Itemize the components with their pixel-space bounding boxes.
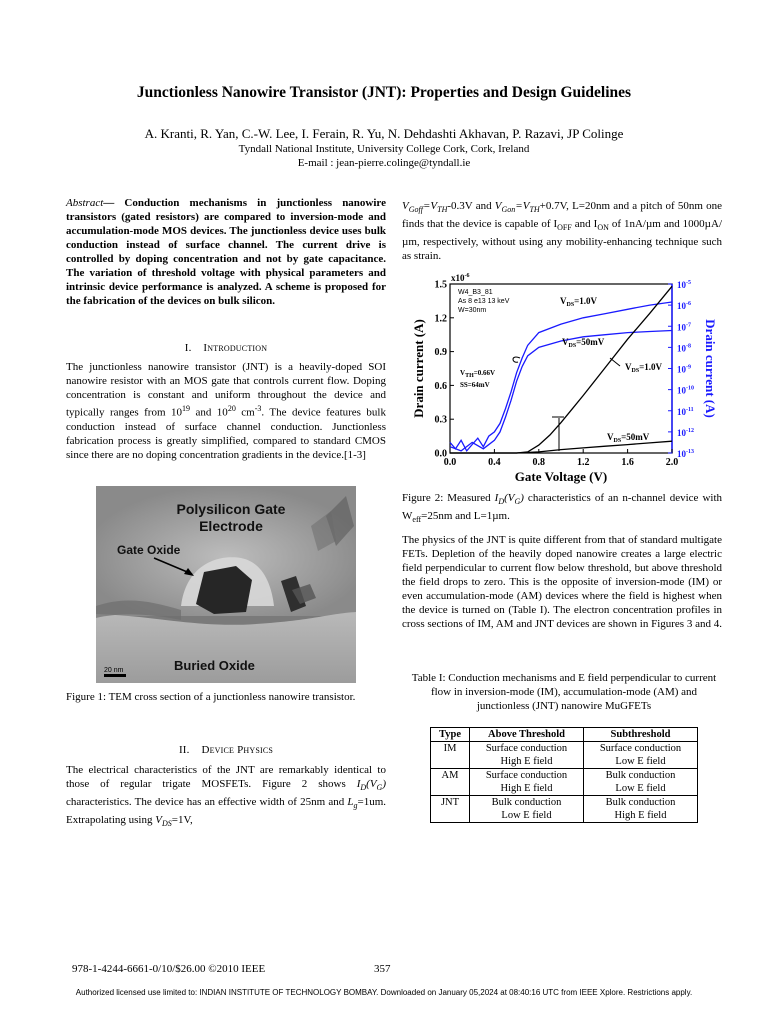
y-right-tick-label [677,280,691,290]
heading-text: Device Physics [201,744,274,756]
tick-exp: -9 [686,364,691,371]
abstract-text: — Conduction mechanisms in junctionless nanowire transistors (gated resistors) are compared to inversion-mode and accumulation-mode MOS devices. The junctionless device uses bulk conduction instead of surface channel. The current drive is controlled by doping concentration and not by gate capacitance. The variation of threshold voltage with physical parameters and intrinsic device performance is analyzed. A scheme is proposed for the fabrication of the devices on bulk silicon. [66,197,386,307]
table-header: Above Threshold [470,728,584,742]
tick-exp: -5 [686,280,691,286]
annotation-sub: DS [631,368,640,374]
annotation-var: V [560,296,567,306]
tick-base: 10 [677,343,686,354]
table-header: Subthreshold [584,728,698,742]
annotation-ss: SS=64mV [460,381,490,389]
label-gate-oxide: Gate Oxide [117,543,181,557]
annotation-var: V [562,337,569,347]
info-box-line: As 8 e13 13 keV [458,298,510,305]
x-tick-label: 2.0 [665,457,679,468]
tick-base: 10 [677,364,686,375]
y-right-tick-label [677,428,694,438]
table-cell: Surface conduction High E field [470,769,584,796]
x-tick-label: 1.6 [621,457,634,468]
y-right-tick-label [677,343,691,353]
table-row [431,769,698,796]
annotation-var: V [460,369,466,377]
table-cell: Bulk conduction High E field [584,796,698,823]
annotation-sub: DS [568,343,577,349]
info-box-line: W4_B3_81 [458,289,493,296]
label-buried-oxide: Buried Oxide [174,658,255,673]
y-left-axis-label: Drain current (A) [411,319,426,418]
tick-base: 10 [677,449,686,459]
annotation-vds-1v-lin [625,362,663,374]
y-right-axis-label: Drain current (A) [703,319,718,418]
annotation-val: =0.66V [473,369,496,377]
table-cell: Surface conduction Low E field [584,742,698,769]
tick-base: 10 [677,406,686,417]
id-vg-chart [402,268,724,490]
y-right-tick-label [677,449,694,459]
table-header: Type [431,728,470,742]
heading-number: II. [178,744,190,756]
abstract-label: Abstract [66,197,104,209]
tem-image [96,486,356,683]
tick-exp: -11 [686,406,694,413]
table-cell: Surface conduction High E field [470,742,584,769]
multiplier-exp: -6 [464,273,470,279]
y-left-multiplier [451,273,470,283]
intro-paragraph: The junctionless nanowire transistor (JNT) is a heavily-doped SOI nanowire resistor with an MOS gate that controls current flow. Doping concentration is constant and uniform throughout the device and typically ranges from $10^{19}$ and $10^{20}$ $cm^{-3}$. The device features bulk conduction instead of surface channel conduction. Junctionless fabrication process is greatly simplified, compared to standard CMOS since there are no doping concentration gradients in the device.[1-3] [66,361,386,461]
tick-base: 10 [677,427,686,438]
heading-number: I. [184,342,192,354]
tick-base: 10 [677,301,686,312]
annotation-sub: DS [566,302,575,308]
multiplier-base: x10 [451,273,465,283]
heading-text: Introduction [203,342,268,354]
y-right-tick-label [677,407,694,417]
paper-title: Junctionless Nanowire Transistor (JNT): Properties and Design Guidelines [136,84,632,101]
y-right-tick-label [677,322,691,332]
info-box-line: W=30nm [458,307,487,314]
y-right-tick-label [677,386,694,396]
tick-exp: -12 [686,427,694,434]
y-left-tick-label: 1.2 [434,313,447,325]
x-axis-label: Gate Voltage (V) [514,469,608,484]
table-cell: JNT [431,796,470,823]
label-polysilicon-gate: Polysilicon Gate Electrode [176,501,286,534]
page-number: 357 [374,963,391,975]
section-heading-introduction [66,342,386,354]
right-intro-paragraph: $V_{Goff}=V_{TH}-0.3V$ and $V_{Gon}=V_{TH}+0.7V$, L=20nm and a pitch of 50nm one finds that the device is capable of $I_{OFF}$ and $I_{ON}$ of 1nA/µm and 1000µA/µm, respectively, without using any mobility-enhancing technique such as strain. [402,200,723,263]
y-right-tick-label [677,365,691,375]
y-left-tick-label: 0.3 [434,414,447,426]
table-cell: IM [431,742,470,769]
annotation-var: V [607,432,614,442]
y-right-tick-label [677,301,691,311]
x-tick-label: 0.0 [443,457,457,468]
table-cell: Bulk conduction Low E field [470,796,584,823]
annotation-val: =50mV [621,432,650,442]
scale-label: 20 nm [104,667,124,674]
y-left-tick-label: 0.0 [434,448,447,460]
tick-exp: -7 [686,322,691,329]
x-tick-label: 0.8 [532,457,546,468]
annotation-vds-1v-log [560,296,598,308]
annotation-val: =50mV [576,337,605,347]
scale-bar [104,674,126,677]
author-list: A. Kranti, R. Yan, C.-W. Lee, I. Ferain, R. Yu, N. Dehdashti Akhavan, P. Razavi, JP Colinge [144,126,624,141]
device-physics-paragraph: The electrical characteristics of the JNT are remarkably identical to those of regular trigate MOSFETs. Figure 2 shows $I_D(V_G)$ characteristics. The device has an effective width of 25nm and $L_g=1um$. Extrapolating using $V_{DS}=1V$, [66,764,386,829]
figure2-caption: Figure 2: Measured $I_D(V_G)$ characteristics of an n-channel device with $W_{eff}=25nm$ and L=1µm. [402,492,722,525]
pointer-curve [513,357,520,362]
table-cell: Bulk conduction Low E field [584,769,698,796]
annotation-sub: DS [613,438,622,444]
section-heading-device-physics [66,744,386,756]
figure1-caption: Figure 1: TEM cross section of a junctionless nanowire transistor. [66,691,356,703]
table-header-row [431,728,698,742]
y-left-tick-label: 0.9 [434,347,447,359]
table-cell: AM [431,769,470,796]
conduction-table [430,727,698,823]
table1-caption: Table I: Conduction mechanisms and E field perpendicular to current flow in inversion-mode (IM), accumulation-mode (AM) and junctionless (JNT) nanowire MuGFETs [411,672,717,712]
x-tick-label: 0.4 [488,457,501,468]
annotation-val: =1.0V [574,296,598,306]
annotation-var: V [625,362,632,372]
annotation-val: =1.0V [639,362,663,372]
pointer-line [610,358,620,366]
tick-base: 10 [677,322,686,333]
tick-exp: -10 [686,385,694,392]
annotation-sub: TH [465,373,474,379]
isbn-line: 978-1-4244-6661-0/10/$26.00 ©2010 IEEE [72,963,266,975]
affiliation: Tyndall National Institute, University College Cork, Cork, Ireland [238,143,530,155]
annotation-vds-50mv-log [562,337,605,349]
table-row [431,796,698,823]
affiliation-block [0,142,768,170]
annotation-vth [460,369,495,379]
table-row [431,742,698,769]
tick-base: 10 [677,385,686,396]
abstract [66,196,386,308]
y-left-tick-label: 0.6 [434,380,447,392]
email: E-mail : jean-pierre.colinge@tyndall.ie [297,157,471,169]
x-tick-label: 1.2 [576,457,590,468]
authorized-use-notice: Authorized licensed use limited to: INDIAN INSTITUTE OF TECHNOLOGY BOMBAY. Downloaded on January 05,2024 at 08:40:16 UTC from IEEE Xplore. Restrictions apply. [75,988,693,997]
physics-paragraph: The physics of the JNT is quite different from that of standard multigate FETs. Depletion of the heavily doped nanowire creates a large electric field perpendicular to current flow below threshold, but above threshold the field drops to zero. This is the opposite of inversion-mode (IM) or even accumulation-mode (AM) devices where the field is highest when the device is turned on (Table I). The electron concentration profiles in cross sections of IM, AM and JNT devices are shown in Figures 3 and 4. [402,534,722,630]
tick-base: 10 [677,280,686,290]
y-left-tick-label: 1.5 [434,279,447,291]
tick-exp: -13 [686,449,694,455]
tick-exp: -6 [686,301,691,308]
annotation-vds-50mv-lin [607,432,650,444]
tick-exp: -8 [686,343,691,350]
